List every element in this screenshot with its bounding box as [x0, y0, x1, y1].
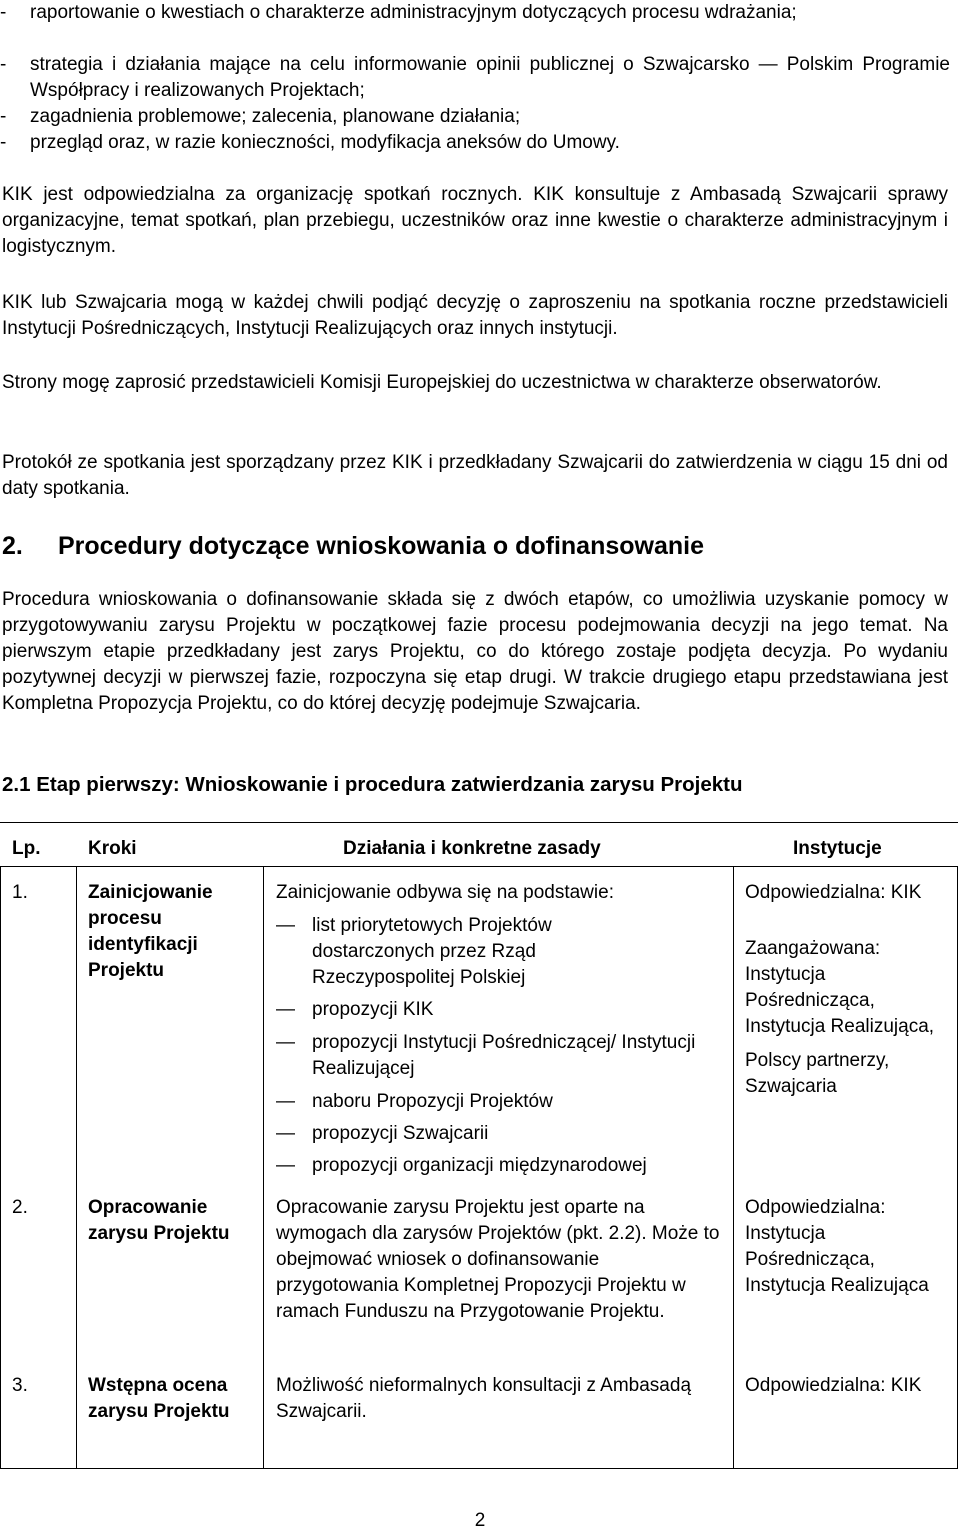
table-border-right [957, 866, 958, 1468]
column-divider [76, 866, 77, 1468]
bullet-dash: - [0, 132, 7, 153]
bullet-item [0, 0, 950, 26]
paragraph-protocol: Protokół ze spotkania jest sporządzany przez KIK i przedkładany Szwajcarii do zatwierdzenia w ciągu 15 dni od daty spotkania. [2, 452, 948, 499]
table-border-left [0, 866, 1, 1468]
bullet-text: strategia i działania mające na celu informowanie opinii publicznej o Szwajcarsko — Polskim Programie Współpracy i realizowanych Projektach; [30, 54, 950, 101]
table-header-divider [0, 866, 958, 867]
list-item-text: list priorytetowych Projektów dostarczonych przez Rząd Rzeczypospolitej Polskiej [312, 915, 552, 988]
bullet-dash: - [0, 2, 7, 23]
column-divider [733, 866, 734, 1468]
table-row-3-lp: 3. [12, 1375, 28, 1396]
table-row-3-step: Wstępna ocena zarysu Projektu [88, 1375, 230, 1422]
header-instytucje: Instytucje [793, 838, 882, 859]
bullet-dash: - [0, 106, 7, 127]
list-dash: — [276, 1032, 295, 1053]
paragraph-procedure: Procedura wnioskowania o dofinansowanie składa się z dwóch etapów, co umożliwia uzyskanie pomocy w przygotowywaniu zarysu Projektu w początkowej fazie procesu podejmowania decyzji na jego temat. Na pierwszym etapie przedkładany jest zarys Projektu, co do którego zostaje podjęta decyzja. Po wydaniu pozytywnej decyzji w pierwszej fazie, rozpoczyna się etap drugi. W trakcie drugiego etapu przedstawiana jest Kompletna Propozycja Projektu, co do której decyzję podejmuje Szwajcaria. [2, 589, 948, 714]
paragraph-observers: Strony mogę zaprosić przedstawicieli Komisji Europejskiej do uczestnictwa w charakterze obserwatorów. [2, 372, 882, 393]
table-row-1-step: Zainicjowanie procesu identyfikacji Projektu [88, 882, 213, 981]
table-row-2-lp: 2. [12, 1197, 28, 1218]
list-item [276, 1121, 726, 1147]
section-number: 2. [2, 532, 23, 560]
table-row-2-institutions: Odpowiedzialna: Instytucja Pośrednicząca, Instytucja Realizująca [745, 1197, 929, 1296]
table-border-bottom [0, 1468, 958, 1469]
table-row-3-institutions: Odpowiedzialna: KIK [745, 1375, 922, 1396]
list-dash: — [276, 999, 295, 1020]
bullet-dash: - [0, 54, 7, 75]
subsection-heading: 2.1 Etap pierwszy: Wnioskowanie i procedura zatwierdzania zarysu Projektu [2, 773, 743, 796]
bullet-text: raportowanie o kwestiach o charakterze administracyjnym dotyczących procesu wdrażania; [30, 2, 797, 23]
header-kroki: Kroki [88, 838, 137, 859]
list-item [276, 913, 642, 991]
list-item-text: propozycji KIK [312, 999, 434, 1020]
institution-partners: Polscy partnerzy, Szwajcaria [745, 1050, 890, 1097]
list-item [276, 1153, 726, 1179]
page-number: 2 [474, 1510, 486, 1531]
header-lp: Lp. [12, 838, 41, 859]
table-row-1-lp: 1. [12, 882, 28, 903]
list-dash: — [276, 1155, 295, 1176]
list-item [276, 997, 726, 1023]
table-row-1-actions [276, 880, 726, 1179]
table-border-top [0, 822, 958, 823]
column-divider [263, 866, 264, 1468]
bullet-item [0, 104, 950, 130]
section-heading [2, 531, 704, 561]
list-dash: — [276, 1123, 295, 1144]
list-item-text: propozycji Szwajcarii [312, 1123, 489, 1144]
table-row-2-actions: Opracowanie zarysu Projektu jest oparte na wymogach dla zarysów Projektów (pkt. 2.2). Może to obejmować wniosek o dofinansowanie przygotowania Kompletnej Propozycji Projektu w ramach Funduszu na Przygotowanie Projektu. [276, 1197, 720, 1322]
list-dash: — [276, 915, 295, 936]
list-item [276, 1030, 732, 1082]
header-dzialania: Działania i konkretne zasady [343, 838, 601, 859]
table-row-1-institutions [745, 880, 945, 1100]
list-item-text: naboru Propozycji Projektów [312, 1091, 553, 1112]
bullet-item [0, 52, 950, 104]
list-item-text: propozycji Instytucji Pośredniczącej/ Instytucji Realizującej [312, 1032, 696, 1079]
list-item-text: propozycji organizacji międzynarodowej [312, 1155, 647, 1176]
bullet-text: zagadnienia problemowe; zalecenia, planowane działania; [30, 106, 521, 127]
institution-responsible: Odpowiedzialna: KIK [745, 882, 922, 903]
section-title: Procedury dotyczące wnioskowania o dofinansowanie [58, 532, 704, 560]
bullet-text: przegląd oraz, w razie konieczności, modyfikacja aneksów do Umowy. [30, 132, 620, 153]
table-row-3-actions: Możliwość nieformalnych konsultacji z Ambasadą Szwajcarii. [276, 1375, 692, 1422]
bullet-item [0, 130, 950, 156]
paragraph-invitations: KIK lub Szwajcaria mogą w każdej chwili podjąć decyzję o zaproszeniu na spotkania roczne przedstawicieli Instytucji Pośredniczących, Instytucji Realizujących oraz innych instytucji. [2, 292, 948, 339]
table-row-1-intro: Zainicjowanie odbywa się na podstawie: [276, 882, 614, 903]
procedure-table [0, 822, 960, 1470]
paragraph-annual-meetings: KIK jest odpowiedzialna za organizację spotkań rocznych. KIK konsultuje z Ambasadą Szwajcarii sprawy organizacyjne, temat spotkań, plan przebiegu, uczestników oraz inne kwestie o charakterze administracyjnym i logistycznym. [2, 184, 948, 257]
table-row-2-step: Opracowanie zarysu Projektu [88, 1197, 230, 1244]
list-dash: — [276, 1091, 295, 1112]
institution-involved: Zaangażowana: Instytucja Pośrednicząca, Instytucja Realizująca, [745, 938, 935, 1037]
list-item [276, 1089, 726, 1115]
